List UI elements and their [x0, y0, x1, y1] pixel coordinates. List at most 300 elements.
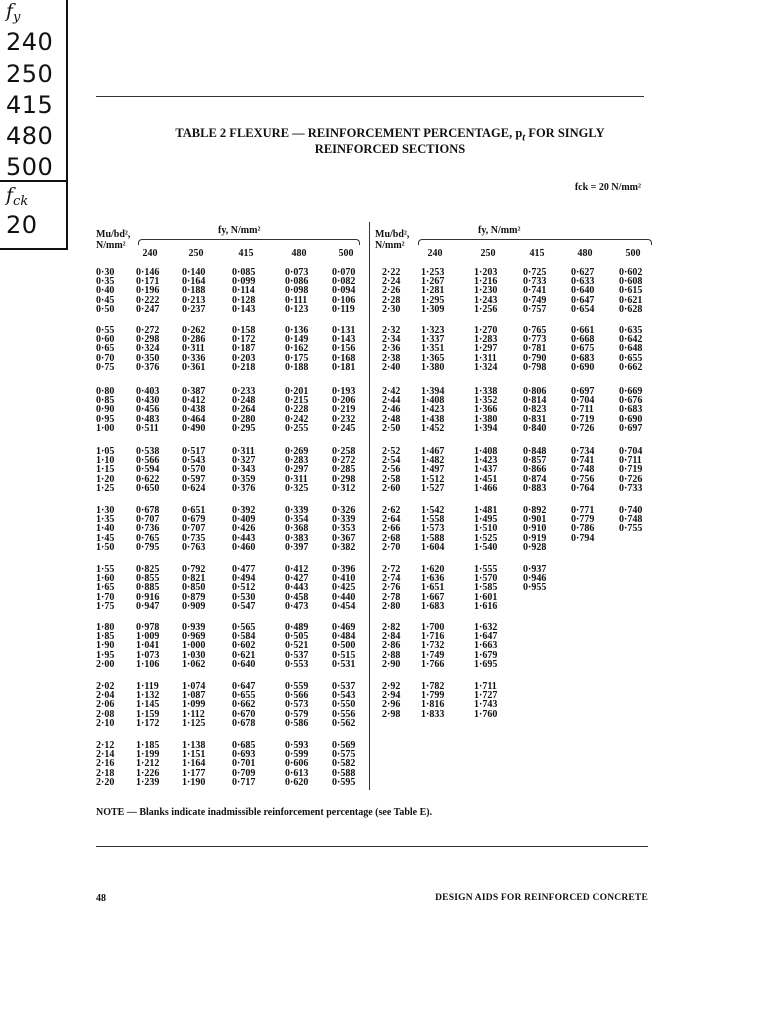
table-cell: 0·339 — [332, 514, 356, 526]
table-cell: 0·740 — [619, 505, 643, 516]
table-cell: 0·594 — [136, 464, 160, 476]
table-cell: 0·741 — [571, 455, 595, 467]
table-cell: 1·542 — [421, 505, 445, 516]
table-row-moment: 2·14 — [96, 749, 115, 761]
table-cell: 0·690 — [571, 361, 595, 373]
table-cell: 0·082 — [332, 276, 356, 288]
table-cell: 0·383 — [285, 532, 309, 544]
fy-label-sub: y — [13, 10, 21, 25]
table-cell: 1·799 — [421, 690, 445, 702]
table-cell: 0·484 — [332, 631, 356, 643]
table-cell: 0·969 — [182, 631, 206, 643]
left-col-header-250: 250 — [188, 248, 204, 259]
table-cell: 0·128 — [232, 294, 256, 306]
table-row-moment: 1·20 — [96, 473, 115, 485]
table-cell: 0·651 — [182, 505, 206, 516]
table-cell: 0·410 — [332, 573, 356, 585]
table-cell: 1·380 — [474, 413, 498, 425]
table-cell: 1·009 — [136, 631, 160, 643]
table-cell: 0·218 — [232, 361, 256, 373]
bottom-rule — [96, 846, 648, 847]
table-cell: 0·874 — [523, 473, 547, 485]
table-cell: 1·749 — [421, 649, 445, 661]
table-cell: 0·764 — [571, 482, 595, 494]
table-note: NOTE — Blanks indicate inadmissible reinforcement percentage (see Table E). — [96, 807, 433, 818]
table-cell: 0·203 — [232, 352, 256, 364]
left-unit-label: N/mm² — [96, 240, 126, 251]
table-cell: 0·258 — [332, 446, 356, 457]
table-cell: 0·756 — [571, 473, 595, 485]
table-cell: 0·158 — [232, 325, 256, 336]
right-col-header-480: 480 — [577, 248, 593, 259]
table-row-moment: 2·24 — [382, 276, 401, 288]
table-cell: 0·531 — [332, 658, 356, 670]
table-title — [135, 128, 645, 155]
table-cell: 1·394 — [421, 386, 445, 397]
table-row-moment: 2·46 — [382, 404, 401, 416]
table-row-moment: 2·96 — [382, 699, 401, 711]
table-cell: 0·162 — [285, 343, 309, 355]
sidebar-bottom-rule — [0, 248, 66, 250]
fy-value-240: 240 — [6, 28, 54, 56]
table-cell: 0·763 — [182, 541, 206, 553]
table-row-moment: 1·10 — [96, 455, 115, 467]
table-cell: 0·172 — [232, 334, 256, 346]
table-cell: 0·512 — [232, 582, 256, 594]
table-cell: 0·662 — [619, 361, 643, 373]
table-cell: 0·483 — [136, 413, 160, 425]
table-cell: 0·456 — [136, 404, 160, 416]
table-cell: 0·085 — [232, 267, 256, 278]
table-cell: 0·655 — [232, 690, 256, 702]
table-cell: 0·733 — [523, 276, 547, 288]
table-row-moment: 2·36 — [382, 343, 401, 355]
table-cell: 0·678 — [136, 505, 160, 516]
table-cell: 0·343 — [232, 464, 256, 476]
table-cell: 1·679 — [474, 649, 498, 661]
table-cell: 0·704 — [571, 395, 595, 407]
table-cell: 0·707 — [136, 514, 160, 526]
table-cell: 1·512 — [421, 473, 445, 485]
table-row-moment: 0·40 — [96, 285, 115, 297]
table-cell: 0·430 — [136, 395, 160, 407]
table-cell: 0·627 — [571, 267, 595, 278]
table-row-moment: 2·16 — [96, 758, 115, 770]
table-cell: 0·798 — [523, 361, 547, 373]
parameter-sidebar — [0, 0, 68, 250]
table-cell: 0·070 — [332, 267, 356, 278]
table-cell: 0·412 — [182, 395, 206, 407]
table-cell: 0·709 — [232, 767, 256, 779]
table-cell: 1·616 — [474, 600, 498, 612]
table-cell: 1·711 — [474, 681, 497, 692]
table-cell: 0·717 — [232, 776, 256, 788]
table-cell: 0·655 — [619, 352, 643, 364]
table-row-moment: 2·84 — [382, 631, 401, 643]
table-cell: 0·325 — [285, 482, 309, 494]
table-cell: 0·336 — [182, 352, 206, 364]
table-cell: 0·553 — [285, 658, 309, 670]
table-cell: 0·490 — [182, 422, 206, 434]
table-cell: 0·106 — [332, 294, 356, 306]
table-cell: 1·309 — [421, 303, 445, 315]
table-cell: 0·621 — [619, 294, 643, 306]
table-cell: 0·697 — [619, 422, 643, 434]
table-cell: 1·663 — [474, 640, 498, 652]
table-cell: 0·140 — [182, 267, 206, 278]
table-cell: 0·403 — [136, 386, 160, 397]
table-cell: 1·394 — [474, 422, 498, 434]
table-cell: 0·262 — [182, 325, 206, 336]
table-cell: 0·311 — [182, 343, 205, 355]
table-cell: 1·366 — [474, 404, 498, 416]
table-row-moment: 2·10 — [96, 717, 115, 729]
table-cell: 0·425 — [332, 582, 356, 594]
table-cell: 0·866 — [523, 464, 547, 476]
right-mu-label: Mu/bd², — [375, 229, 410, 240]
table-cell: 1·151 — [182, 749, 206, 761]
table-cell: 0·193 — [332, 386, 356, 397]
table-row-moment: 0·90 — [96, 404, 115, 416]
table-cell: 0·676 — [619, 395, 643, 407]
right-header-brace — [418, 239, 652, 245]
title-sub: t — [522, 132, 526, 144]
table-cell: 0·668 — [571, 334, 595, 346]
table-cell: 0·168 — [332, 352, 356, 364]
table-cell: 0·530 — [232, 591, 256, 603]
table-cell: 1·283 — [474, 334, 498, 346]
table-row-moment: 2·12 — [96, 740, 115, 751]
table-cell: 0·615 — [619, 285, 643, 297]
table-cell: 1·185 — [136, 740, 160, 751]
table-cell: 0·823 — [523, 404, 547, 416]
table-cell: 0·559 — [285, 681, 309, 692]
table-row-moment: 2·94 — [382, 690, 401, 702]
table-cell: 1·112 — [182, 708, 205, 720]
table-row-moment: 2·08 — [96, 708, 115, 720]
table-cell: 0·726 — [619, 473, 643, 485]
table-cell: 0·350 — [136, 352, 160, 364]
table-cell: 0·939 — [182, 622, 206, 633]
table-cell: 1·243 — [474, 294, 498, 306]
right-mu-header — [375, 229, 409, 251]
table-cell: 0·353 — [332, 523, 356, 535]
table-cell: 0·885 — [136, 582, 160, 594]
table-cell: 1·119 — [136, 681, 159, 692]
table-cell: 1·466 — [474, 482, 498, 494]
table-cell: 0·786 — [571, 523, 595, 535]
table-cell: 1·467 — [421, 446, 445, 457]
table-cell: 0·188 — [182, 285, 206, 297]
table-cell: 0·947 — [136, 600, 160, 612]
table-row-moment: 2·02 — [96, 681, 115, 692]
table-cell: 0·566 — [136, 455, 160, 467]
table-cell: 1·352 — [474, 395, 498, 407]
table-cell: 0·094 — [332, 285, 356, 297]
table-cell: 0·427 — [285, 573, 309, 585]
table-cell: 1·727 — [474, 690, 498, 702]
table-cell: 0·654 — [571, 303, 595, 315]
table-row-moment: 0·55 — [96, 325, 115, 336]
table-cell: 1·226 — [136, 767, 160, 779]
table-cell: 0·790 — [523, 352, 547, 364]
table-row-moment: 2·62 — [382, 505, 401, 516]
table-cell: 0·387 — [182, 386, 206, 397]
table-cell: 0·642 — [619, 334, 643, 346]
table-cell: 0·755 — [619, 523, 643, 535]
table-cell: 0·537 — [285, 649, 309, 661]
table-row-moment: 2·54 — [382, 455, 401, 467]
table-cell: 0·562 — [332, 717, 356, 729]
table-cell: 0·622 — [136, 473, 160, 485]
table-cell: 0·749 — [523, 294, 547, 306]
table-row-moment: 0·65 — [96, 343, 115, 355]
table-cell: 1·230 — [474, 285, 498, 297]
table-cell: 0·565 — [232, 622, 256, 633]
table-row-moment: 1·55 — [96, 564, 115, 575]
table-cell: 1·632 — [474, 622, 498, 633]
table-cell: 0·633 — [571, 276, 595, 288]
table-cell: 1·782 — [421, 681, 445, 692]
table-cell: 0·806 — [523, 386, 547, 397]
table-cell: 1·683 — [421, 600, 445, 612]
table-row-moment: 2·42 — [382, 386, 401, 397]
table-row-moment: 1·45 — [96, 532, 115, 544]
table-cell: 0·269 — [285, 446, 309, 457]
table-cell: 0·550 — [332, 699, 356, 711]
table-cell: 0·719 — [571, 413, 595, 425]
table-cell: 1·716 — [421, 631, 445, 643]
table-cell: 1·495 — [474, 514, 498, 526]
table-cell: 0·814 — [523, 395, 547, 407]
table-cell: 1·087 — [182, 690, 206, 702]
table-cell: 0·928 — [523, 541, 547, 553]
table-cell: 0·795 — [136, 541, 160, 553]
table-cell: 0·073 — [285, 267, 309, 278]
left-mu-label: Mu/bd², — [96, 229, 131, 240]
table-cell: 1·030 — [182, 649, 206, 661]
table-cell: 0·326 — [332, 505, 356, 516]
table-cell: 0·628 — [619, 303, 643, 315]
table-cell: 1·041 — [136, 640, 160, 652]
table-row-moment: 2·74 — [382, 573, 401, 585]
left-mu-header — [96, 229, 130, 251]
table-cell: 0·464 — [182, 413, 206, 425]
table-cell: 0·280 — [232, 413, 256, 425]
table-cell: 0·602 — [619, 267, 643, 278]
table-cell: 1·380 — [421, 361, 445, 373]
left-col-header-240: 240 — [142, 248, 158, 259]
table-cell: 0·575 — [332, 749, 356, 761]
table-cell: 0·733 — [619, 482, 643, 494]
table-cell: 0·409 — [232, 514, 256, 526]
table-cell: 0·187 — [232, 343, 256, 355]
table-cell: 0·602 — [232, 640, 256, 652]
table-cell: 1·132 — [136, 690, 160, 702]
table-cell: 0·669 — [619, 386, 643, 397]
table-cell: 0·412 — [285, 564, 309, 575]
table-cell: 1·256 — [474, 303, 498, 315]
table-cell: 0·919 — [523, 532, 547, 544]
fck-label — [6, 184, 28, 209]
table-cell: 0·735 — [182, 532, 206, 544]
table-row-moment: 2·90 — [382, 658, 401, 670]
left-header-brace — [138, 239, 360, 245]
table-cell: 0·099 — [232, 276, 256, 288]
table-cell: 0·584 — [232, 631, 256, 643]
table-cell: 1·497 — [421, 464, 445, 476]
table-cell: 0·298 — [332, 473, 356, 485]
right-col-header-250: 250 — [480, 248, 496, 259]
table-cell: 0·675 — [571, 343, 595, 355]
table-cell: 0·978 — [136, 622, 160, 633]
table-cell: 0·595 — [332, 776, 356, 788]
table-cell: 0·232 — [332, 413, 356, 425]
table-cell: 1·667 — [421, 591, 445, 603]
table-cell: 0·297 — [285, 464, 309, 476]
table-cell: 0·368 — [285, 523, 309, 535]
table-cell: 0·443 — [285, 582, 309, 594]
table-row-moment: 1·90 — [96, 640, 115, 652]
fy-label-text: f — [6, 0, 14, 22]
table-cell: 0·469 — [332, 622, 356, 633]
table-cell: 0·736 — [136, 523, 160, 535]
table-cell: 0·324 — [136, 343, 160, 355]
table-cell: 0·640 — [232, 658, 256, 670]
table-cell: 0·175 — [285, 352, 309, 364]
table-cell: 0·711 — [619, 455, 642, 467]
table-cell: 1·816 — [421, 699, 445, 711]
table-cell: 1·423 — [421, 404, 445, 416]
table-cell: 1·438 — [421, 413, 445, 425]
table-cell: 0·635 — [619, 325, 643, 336]
left-col-header-480: 480 — [291, 248, 307, 259]
fy-value-250: 250 — [6, 60, 54, 88]
table-row-moment: 1·15 — [96, 464, 115, 476]
table-cell: 0·765 — [523, 325, 547, 336]
left-col-header-500: 500 — [338, 248, 354, 259]
table-row-moment: 0·80 — [96, 386, 115, 397]
table-cell: 0·606 — [285, 758, 309, 770]
table-cell: 0·701 — [232, 758, 256, 770]
table-cell: 0·136 — [285, 325, 309, 336]
table-cell: 0·647 — [571, 294, 595, 306]
table-cell: 0·538 — [136, 446, 160, 457]
table-cell: 1·099 — [182, 699, 206, 711]
table-cell: 0·119 — [332, 303, 355, 315]
table-cell: 1·177 — [182, 767, 206, 779]
table-cell: 0·201 — [285, 386, 309, 397]
table-cell: 0·624 — [182, 482, 206, 494]
table-cell: 0·892 — [523, 505, 547, 516]
table-cell: 0·741 — [523, 285, 547, 297]
table-cell: 0·771 — [571, 505, 595, 516]
left-col-header-415: 415 — [238, 248, 254, 259]
table-row-moment: 1·40 — [96, 523, 115, 535]
table-cell: 0·149 — [285, 334, 309, 346]
right-fy-header: fy, N/mm² — [478, 225, 521, 236]
table-cell: 0·098 — [285, 285, 309, 297]
table-cell: 1·760 — [474, 708, 498, 720]
table-cell: 0·494 — [232, 573, 256, 585]
table-cell: 0·779 — [571, 514, 595, 526]
table-cell: 0·354 — [285, 514, 309, 526]
table-cell: 0·397 — [285, 541, 309, 553]
table-cell: 0·608 — [619, 276, 643, 288]
table-cell: 1·337 — [421, 334, 445, 346]
fck-value: 20 — [6, 211, 38, 239]
table-cell: 0·156 — [332, 343, 356, 355]
table-cell: 0·621 — [232, 649, 256, 661]
table-row-moment: 1·65 — [96, 582, 115, 594]
table-cell: 0·222 — [136, 294, 160, 306]
table-cell: 1·125 — [182, 717, 206, 729]
table-row-moment: 2·18 — [96, 767, 115, 779]
table-cell: 0·748 — [619, 514, 643, 526]
table-cell: 0·171 — [136, 276, 160, 288]
table-cell: 0·298 — [136, 334, 160, 346]
table-cell: 0·543 — [182, 455, 206, 467]
table-cell: 1·323 — [421, 325, 445, 336]
table-cell: 1·295 — [421, 294, 445, 306]
title-part-b: FOR SINGLY — [525, 126, 605, 140]
table-row-moment: 2·30 — [382, 303, 401, 315]
table-cell: 0·458 — [285, 591, 309, 603]
table-cell: 1·145 — [136, 699, 160, 711]
table-cell: 0·547 — [232, 600, 256, 612]
table-cell: 0·537 — [332, 681, 356, 692]
table-cell: 0·382 — [332, 541, 356, 553]
table-cell: 0·683 — [619, 404, 643, 416]
table-cell: 1·281 — [421, 285, 445, 297]
table-cell: 0·773 — [523, 334, 547, 346]
table-cell: 1·651 — [421, 582, 445, 594]
table-cell: 0·219 — [332, 404, 356, 416]
table-row-moment: 2·34 — [382, 334, 401, 346]
table-cell: 0·123 — [285, 303, 309, 315]
table-row-moment: 2·40 — [382, 361, 401, 373]
table-cell: 0·086 — [285, 276, 309, 288]
table-cell: 1·311 — [474, 352, 497, 364]
table-cell: 0·679 — [182, 514, 206, 526]
table-cell: 0·570 — [182, 464, 206, 476]
page-number: 48 — [96, 893, 106, 904]
table-cell: 0·825 — [136, 564, 160, 575]
table-cell: 0·396 — [332, 564, 356, 575]
table-cell: 0·500 — [332, 640, 356, 652]
table-cell: 0·757 — [523, 303, 547, 315]
table-row-moment: 0·70 — [96, 352, 115, 364]
table-cell: 0·697 — [571, 386, 595, 397]
table-row-moment: 2·44 — [382, 395, 401, 407]
table-row-moment: 0·60 — [96, 334, 115, 346]
table-cell: 0·678 — [232, 717, 256, 729]
table-row-moment: 0·30 — [96, 267, 115, 278]
table-row-moment: 1·35 — [96, 514, 115, 526]
table-cell: 0·821 — [182, 573, 206, 585]
table-cell: 1·073 — [136, 649, 160, 661]
table-row-moment: 2·22 — [382, 267, 401, 278]
table-cell: 1·647 — [474, 631, 498, 643]
table-cell: 0·719 — [619, 464, 643, 476]
table-cell: 0·505 — [285, 631, 309, 643]
table-cell: 1·212 — [136, 758, 160, 770]
table-cell: 0·367 — [332, 532, 356, 544]
fck-label-text: f — [6, 184, 14, 206]
table-cell: 0·489 — [285, 622, 309, 633]
table-row-moment: 2·06 — [96, 699, 115, 711]
table-cell: 0·376 — [136, 361, 160, 373]
